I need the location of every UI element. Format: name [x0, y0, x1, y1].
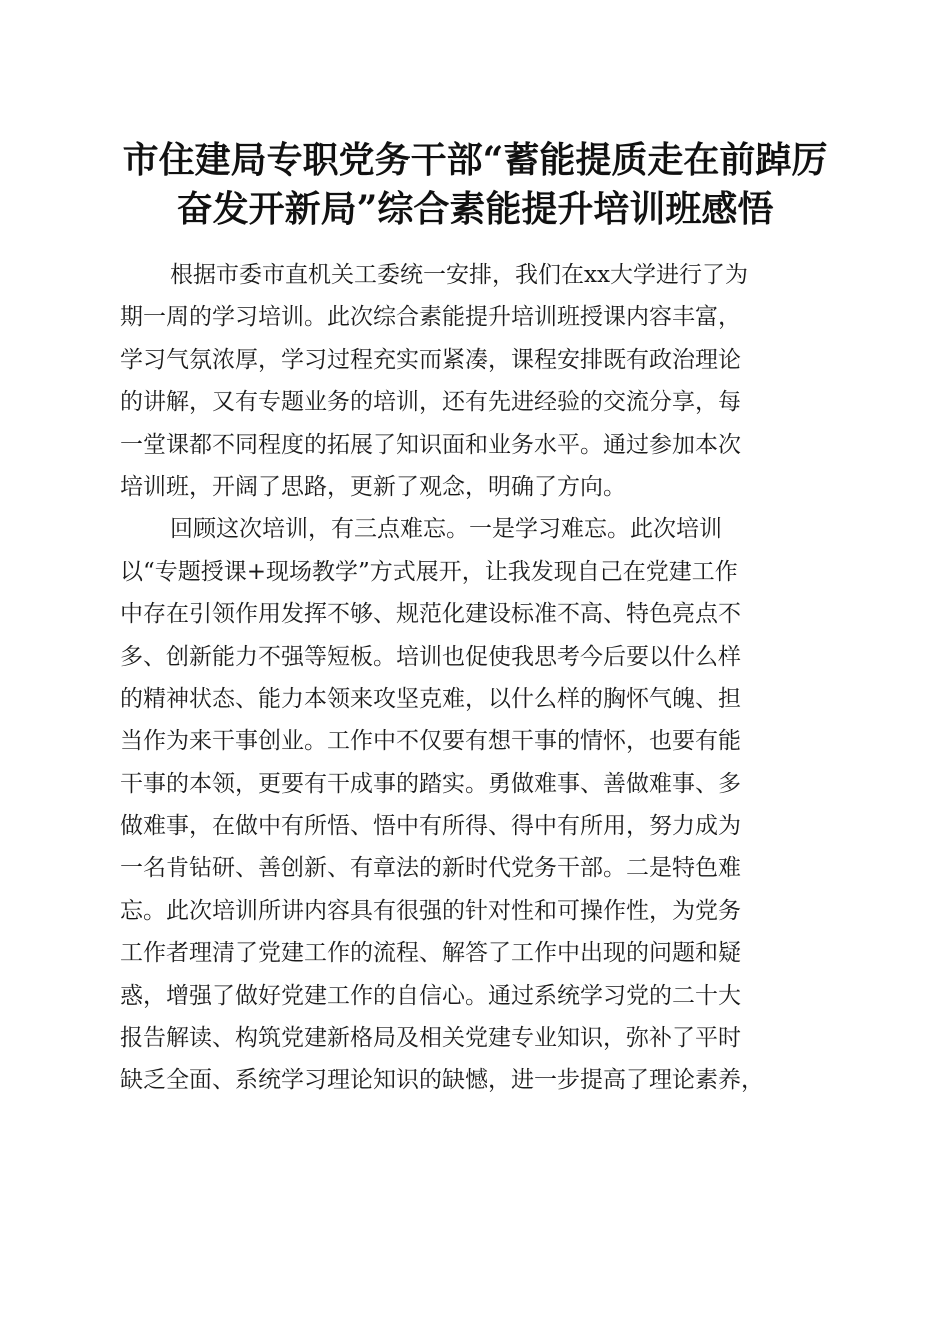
- document-title: [100, 136, 850, 234]
- paragraph-line: 以“专题授课+现场教学”方式展开，让我发现自己在党建工作: [120, 558, 738, 585]
- paragraph-line: 的精神状态、能力本领来攻坚克难，以什么样的胸怀气魄、担: [120, 685, 741, 712]
- paragraph-line: 回顾这次培训，有三点难忘。一是学习难忘。此次培训: [170, 516, 722, 543]
- paragraph-line: 做难事，在做中有所悟、悟中有所得、得中有所用，努力成为: [120, 813, 741, 840]
- paragraph-line: 工作者理清了党建工作的流程、解答了工作中出现的问题和疑: [120, 940, 741, 967]
- paragraph-line: 多、创新能力不强等短板。培训也促使我思考今后要以什么样: [120, 643, 741, 670]
- title-line: 市住建局专职党务干部“蓄能提质走在前踔厉: [122, 139, 828, 181]
- paragraph-line: 一名肯钻研、善创新、有章法的新时代党务干部。二是特色难: [120, 855, 741, 882]
- document-body: [120, 254, 830, 1102]
- paragraph-line: 根据市委市直机关工委统一安排，我们在xx大学进行了为: [170, 262, 748, 288]
- paragraph-1: [120, 254, 830, 508]
- paragraph-line: 当作为来干事创业。工作中不仅要有想干事的情怀，也要有能: [120, 728, 741, 755]
- paragraph-2: [120, 508, 830, 1101]
- paragraph-line: 期一周的学习培训。此次综合素能提升培训班授课内容丰富，: [120, 304, 741, 331]
- paragraph-line: 忘。此次培训所讲内容具有很强的针对性和可操作性，为党务: [120, 897, 741, 924]
- paragraph-line: 干事的本领，更要有干成事的踏实。勇做难事、善做难事、多: [120, 770, 741, 797]
- paragraph-line: 培训班，开阔了思路，更新了观念，明确了方向。: [120, 473, 626, 500]
- paragraph-line: 惑，增强了做好党建工作的自信心。通过系统学习党的二十大: [120, 982, 741, 1009]
- paragraph-line: 缺乏全面、系统学习理论知识的缺憾，进一步提高了理论素养，: [120, 1067, 764, 1094]
- title-line: 奋发开新局”综合素能提升培训班感悟: [176, 188, 774, 230]
- paragraph-line: 一堂课都不同程度的拓展了知识面和业务水平。通过参加本次: [120, 431, 741, 458]
- paragraph-line: 学习气氛浓厚，学习过程充实而紧凑，课程安排既有政治理论: [120, 346, 741, 373]
- paragraph-line: 的讲解，又有专题业务的培训，还有先进经验的交流分享，每: [120, 389, 741, 416]
- paragraph-line: 报告解读、构筑党建新格局及相关党建专业知识，弥补了平时: [120, 1025, 741, 1052]
- paragraph-line: 中存在引领作用发挥不够、规范化建设标准不高、特色亮点不: [120, 601, 741, 628]
